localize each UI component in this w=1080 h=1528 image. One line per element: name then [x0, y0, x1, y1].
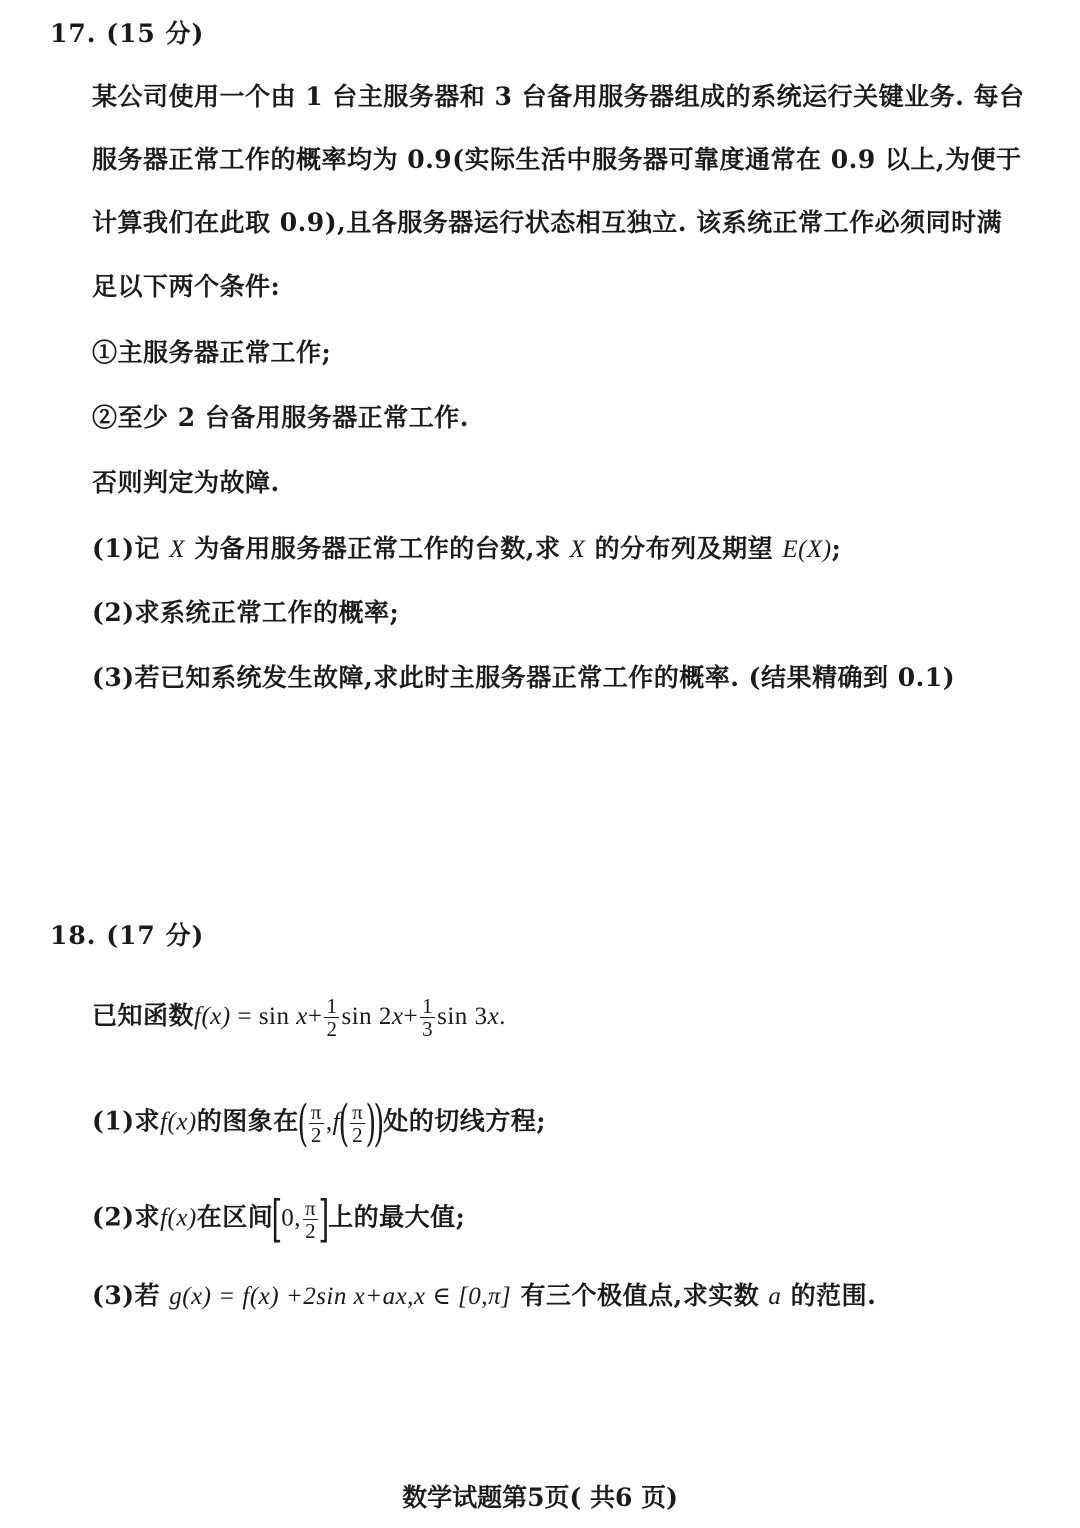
q18-p1-text-c: 处的切线方程;: [383, 1106, 546, 1136]
q18-p2-zero: 0,: [281, 1204, 302, 1232]
fraction-numerator: 1: [422, 994, 434, 1018]
q18-part-3: [92, 1279, 1032, 1314]
q18-p1-right-paren: ): [373, 1094, 385, 1152]
fraction-numerator: π: [310, 1099, 322, 1124]
q18-p1-left-paren: (: [297, 1094, 309, 1152]
q18-intro-fraction-half: [324, 995, 339, 1040]
q18-p3-expression: g(x) = f(x) +2sin x+ax,x ∈ [0,π]: [169, 1283, 512, 1310]
q18-p1-inner-right-paren: ): [365, 1094, 377, 1152]
q17-failure-note: 否则判定为故障.: [92, 468, 280, 497]
q18-p3-var-a: a: [768, 1283, 782, 1310]
q18-intro-fx: f(x): [194, 1003, 231, 1030]
q18-p3-text-a: (3)若: [92, 1281, 170, 1310]
fraction-denominator: 2: [310, 1122, 322, 1147]
q17-line-2: 服务器正常工作的概率均为 0.9(实际生活中服务器可靠度通常在 0.9 以上,为便于: [92, 145, 1022, 174]
q18-p3-text-b: 有三个极值点,求实数: [511, 1281, 769, 1310]
q17-part-1: [92, 532, 1032, 567]
q17-part1-text-a: (1)记: [92, 534, 170, 563]
q17-part1-text-c: 的分布列及期望: [585, 534, 783, 563]
q17-part1-text-b: 为备用服务器正常工作的台数,求: [185, 534, 570, 563]
q18-intro-x3: x: [487, 1003, 500, 1030]
q17-part1-expectation: E(X): [782, 536, 832, 563]
question-17-header: 17. (15 分): [50, 19, 205, 48]
q17-line-3: 计算我们在此取 0.9),且各服务器运行状态相互独立. 该系统正常工作必须同时满: [92, 208, 1003, 237]
q18-intro-plus-2: +: [403, 1003, 419, 1030]
fraction-denominator: 2: [326, 1017, 338, 1041]
fraction-denominator: 2: [305, 1218, 317, 1243]
q18-intro-period: .: [499, 1003, 506, 1030]
q18-intro-text-b: = sin: [230, 1003, 297, 1030]
q17-condition-2: ②至少 2 台备用服务器正常工作.: [92, 403, 470, 432]
q18-p2-fx: f(x): [160, 1204, 197, 1232]
page-footer: 数学试题第5页( 共6 页): [402, 1483, 678, 1512]
q18-intro-x2: x: [391, 1003, 404, 1030]
q17-condition-1: ①主服务器正常工作;: [92, 338, 332, 367]
fraction-numerator: π: [352, 1099, 364, 1124]
q18-intro: [92, 995, 1032, 1040]
q18-intro-x1: x: [296, 1003, 308, 1030]
q18-intro-sin3: sin 3: [437, 1003, 488, 1030]
q18-p3-text-c: 的范围.: [781, 1281, 877, 1310]
q18-p1-inner-left-paren: (: [338, 1094, 350, 1152]
q17-part1-var-x2: X: [569, 536, 586, 563]
q18-p2-text-b: 在区间: [196, 1202, 274, 1232]
q18-p1-fraction-pi-2-inner: [350, 1101, 365, 1146]
q18-p1-fraction-pi-2: [309, 1101, 324, 1146]
q17-part-2: (2)求系统正常工作的概率;: [92, 598, 400, 627]
q17-part-3: (3)若已知系统发生故障,求此时主服务器正常工作的概率. (结果精确到 0.1): [92, 663, 956, 692]
q18-p1-fx: f(x): [160, 1108, 197, 1136]
q18-p1-comma: ,: [325, 1108, 333, 1136]
q17-part1-var-x: X: [169, 536, 186, 563]
q18-p2-text-c: 上的最大值;: [328, 1202, 466, 1232]
q18-part-2: [92, 1190, 1032, 1248]
q17-line-1: 某公司使用一个由 1 台主服务器和 3 台备用服务器组成的系统运行关键业务. 每台: [92, 82, 1025, 111]
q18-p2-right-bracket: ]: [318, 1190, 330, 1248]
q18-p2-text-a: (2)求: [92, 1202, 161, 1232]
fraction-denominator: 2: [352, 1122, 364, 1147]
q18-p1-text-a: (1)求: [92, 1106, 161, 1136]
fraction-numerator: 1: [326, 994, 338, 1018]
q18-p1-text-b: 的图象在: [196, 1106, 299, 1136]
q17-line-4: 足以下两个条件:: [92, 272, 281, 301]
q18-intro-text-a: 已知函数: [92, 1001, 195, 1030]
question-18-header: 18. (17 分): [50, 921, 205, 950]
q18-intro-plus-1: +: [307, 1003, 323, 1030]
q18-p2-fraction-pi-2: [303, 1197, 318, 1242]
q18-p1-f: f: [332, 1108, 341, 1136]
q18-intro-fraction-third: [420, 995, 435, 1040]
fraction-numerator: π: [305, 1195, 317, 1220]
q18-part-1: [92, 1094, 1032, 1152]
fraction-denominator: 3: [422, 1017, 434, 1041]
q18-p2-left-bracket: [: [271, 1190, 283, 1248]
q17-part1-text-d: ;: [831, 534, 842, 563]
q18-intro-sin2: sin 2: [341, 1003, 392, 1030]
